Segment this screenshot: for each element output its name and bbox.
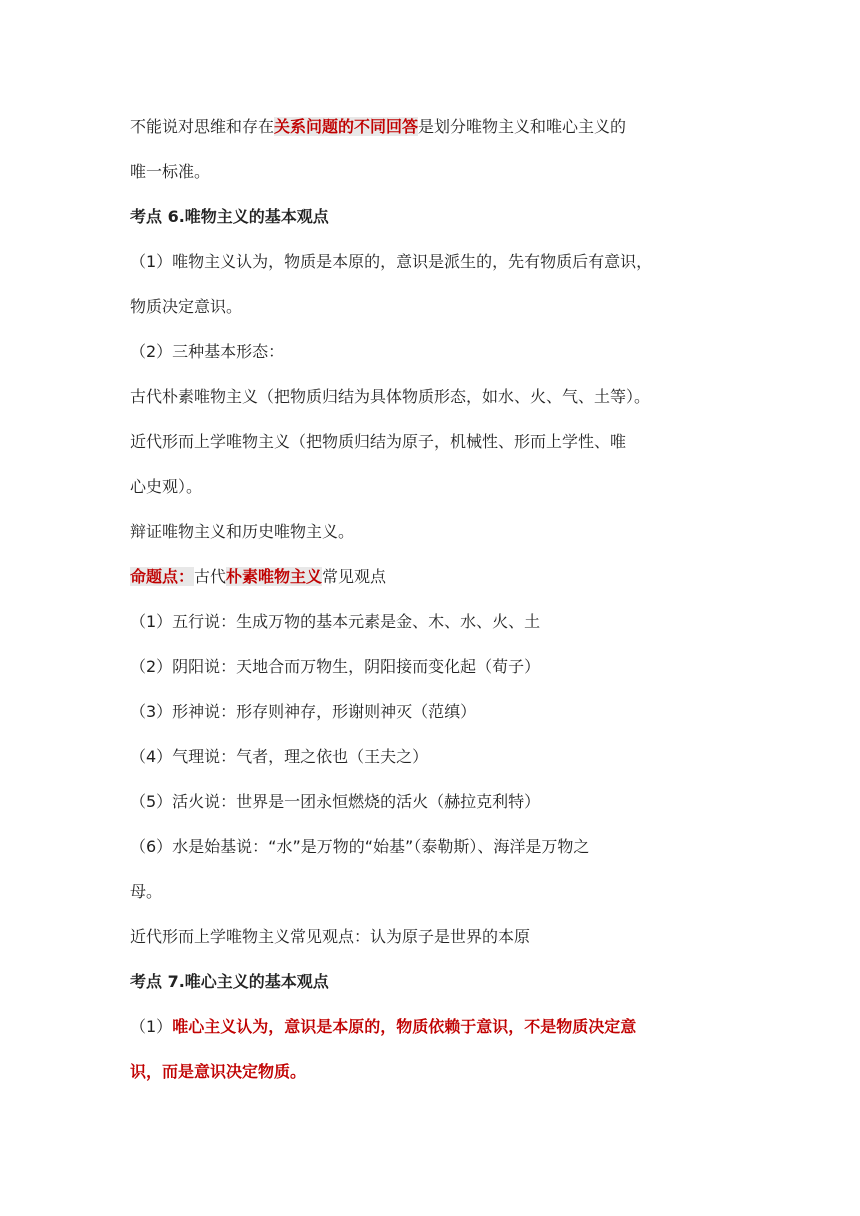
paragraph-idealism-view-cont: 识，而是意识决定物质。	[130, 1062, 307, 1081]
paragraph-three-forms: （2）三种基本形态：	[130, 342, 285, 361]
highlight-relation-question: 关系问题的不同回答	[274, 117, 419, 136]
paragraph-criterion-cont: 唯一标准。	[130, 162, 211, 181]
proposition-point	[130, 565, 740, 589]
paragraph-materialism-view-cont: 物质决定意识。	[130, 297, 243, 316]
highlight-naive-materialism: 朴素唯物主义	[226, 567, 323, 586]
text: 古代	[194, 567, 227, 586]
proposition-label: 命题点：	[130, 567, 195, 586]
list-item: （5）活火说：世界是一团永恒燃烧的活火（赫拉克利特）	[130, 792, 541, 811]
paragraph-dialectical-materialism: 辩证唯物主义和历史唯物主义。	[130, 522, 355, 541]
text: 不能说对思维和存在	[130, 117, 275, 136]
list-item: （6）水是始基说：“水”是万物的“始基”（泰勒斯）、海洋是万物之	[130, 837, 590, 856]
heading-point-6: 考点 6.唯物主义的基本观点	[130, 207, 329, 226]
emphasis-idealism: 唯心主义认为，意识是本原的，物质依赖于意识，不是物质决定意	[172, 1017, 637, 1036]
paragraph-idealism-view	[130, 1015, 740, 1039]
list-item: （2）阴阳说：天地合而万物生，阴阳接而变化起（荀子）	[130, 657, 541, 676]
text: 是划分唯物主义和唯心主义的	[418, 117, 627, 136]
heading-point-7: 考点 7.唯心主义的基本观点	[130, 972, 329, 991]
paragraph-atom-view: 近代形而上学唯物主义常见观点：认为原子是世界的本原	[130, 927, 531, 946]
list-item: （1）五行说：生成万物的基本元素是金、木、水、火、土	[130, 612, 541, 631]
paragraph-ancient-materialism: 古代朴素唯物主义（把物质归结为具体物质形态，如水、火、气、土等）。	[130, 387, 651, 406]
list-item: （3）形神说：形存则神存，形谢则神灭（范缜）	[130, 702, 477, 721]
text: 常见观点	[322, 567, 387, 586]
paragraph-modern-materialism: 近代形而上学唯物主义（把物质归结为原子，机械性、形而上学性、唯	[130, 432, 627, 451]
paragraph-modern-materialism-cont: 心史观）。	[130, 477, 203, 496]
paragraph-criterion	[130, 115, 740, 139]
paragraph-materialism-view: （1）唯物主义认为，物质是本原的，意识是派生的，先有物质后有意识，	[130, 252, 653, 271]
item-prefix: （1）	[130, 1017, 173, 1036]
list-item-cont: 母。	[130, 882, 163, 901]
list-item: （4）气理说：气者，理之依也（王夫之）	[130, 747, 429, 766]
